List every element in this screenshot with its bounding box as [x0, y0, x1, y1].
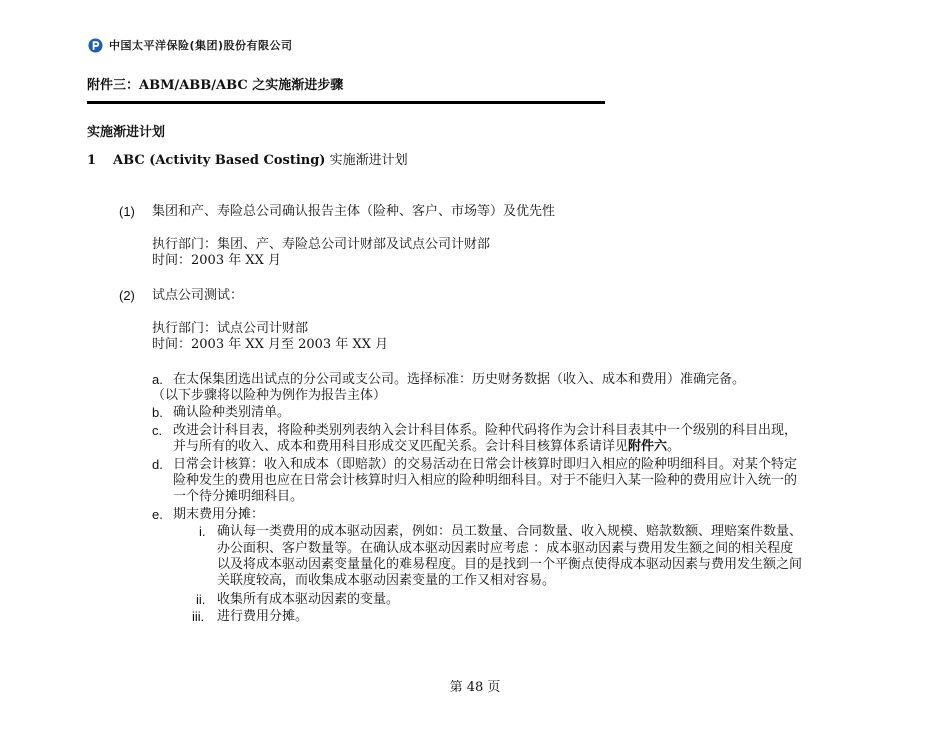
header-logo — [88, 37, 293, 53]
roman-ii-label: ii. — [196, 592, 206, 607]
note-text: （以下步骤将以险种为例作为报告主体） — [152, 388, 387, 403]
sub-a-label: a. — [152, 372, 163, 387]
roman-ii-text: 收集所有成本驱动因素的变量。 — [217, 592, 400, 607]
step-1-text: 集团和产、寿险总公司确认报告主体（险种、客户、市场等）及优先性 — [152, 204, 556, 219]
title-divider — [87, 101, 605, 104]
pacific-insurance-logo-icon — [88, 38, 103, 53]
sub-c-label: c. — [152, 423, 163, 438]
roman-i-line-2: 办公面积、客户数量等。在确认成本驱动因素时应考虑 ：成本驱动因素与费用发生额之间的相关程度 — [217, 541, 794, 556]
document-title: 附件三：ABM/ABB/ABC 之实施渐进步骤 — [87, 78, 344, 93]
company-name: 中国太平洋保险(集团)股份有限公司 — [109, 39, 293, 52]
step-2-text: 试点公司测试： — [152, 288, 244, 303]
sub-e-label: e. — [152, 507, 163, 522]
sub-d-line-2: 险种发生的费用也应在日常会计核算时归入相应的险种明细科目。对于不能归入某一险种的费用应计入统一的 — [173, 473, 798, 488]
appendix-6-reference: 附件六 — [628, 439, 668, 454]
roman-i-line-4: 关联度较高，而收集成本驱动因素变量的工作又相对容易。 — [217, 573, 556, 588]
step-2-label: (2) — [119, 288, 135, 303]
step-2-time: 时间：2003 年 XX 月至 2003 年 XX 月 — [152, 337, 389, 352]
item-1-rest: 实施渐进计划 — [325, 153, 408, 168]
roman-i-label: i. — [199, 524, 206, 539]
sub-b-label: b. — [152, 405, 163, 420]
roman-i-line-3: 以及将成本驱动因素变量量化的难易程度。目的是找到一个平衡点使得成本驱动因素与费用发生额之间 — [217, 557, 803, 572]
sub-d-line-3: 一个待分摊明细科目。 — [173, 489, 304, 504]
step-1-time: 时间：2003 年 XX 月 — [152, 253, 281, 268]
step-1-label: (1) — [119, 204, 135, 219]
sub-a-text: 在太保集团选出试点的分公司或支公司。选择标准：历史财务数据（收入、成本和费用）准确完备。 — [173, 372, 746, 387]
sub-c-line-1: 改进会计科目表，将险种类别列表纳入会计科目体系。险种代码将作为会计科目表其中一个级别的科目出现， — [173, 423, 798, 438]
sub-b-text: 确认险种类别清单。 — [173, 405, 291, 420]
item-1-heading — [113, 153, 408, 169]
sub-d-line-1: 日常会计核算：收入和成本（即赔款）的交易活动在日常会计核算时即归入相应的险种明细科目。对某个特定 — [173, 457, 798, 472]
step-1-dept: 执行部门：集团、产、寿险总公司计财部及试点公司计财部 — [152, 237, 491, 252]
sub-c-line-2: 并与所有的收入、成本和费用科目形成交叉匹配关系。会计科目核算体系请详见附件六。 — [173, 439, 681, 454]
roman-iii-label: iii. — [192, 609, 205, 624]
roman-i-line-1: 确认每一类费用的成本驱动因素，例如：员工数量、合同数量、收入规模、赔款数额、理赔案件数量、 — [217, 524, 803, 539]
sub-d-label: d. — [152, 457, 163, 472]
item-1-bold: ABC (Activity Based Costing) — [113, 153, 326, 168]
section-heading: 实施渐进计划 — [87, 125, 166, 140]
page-number: 第 48 页 — [449, 680, 501, 695]
step-2-dept: 执行部门：试点公司计财部 — [152, 321, 309, 336]
item-1-number: 1 — [87, 153, 97, 168]
sub-e-text: 期末费用分摊： — [173, 507, 265, 522]
roman-iii-text: 进行费用分摊。 — [217, 609, 309, 624]
